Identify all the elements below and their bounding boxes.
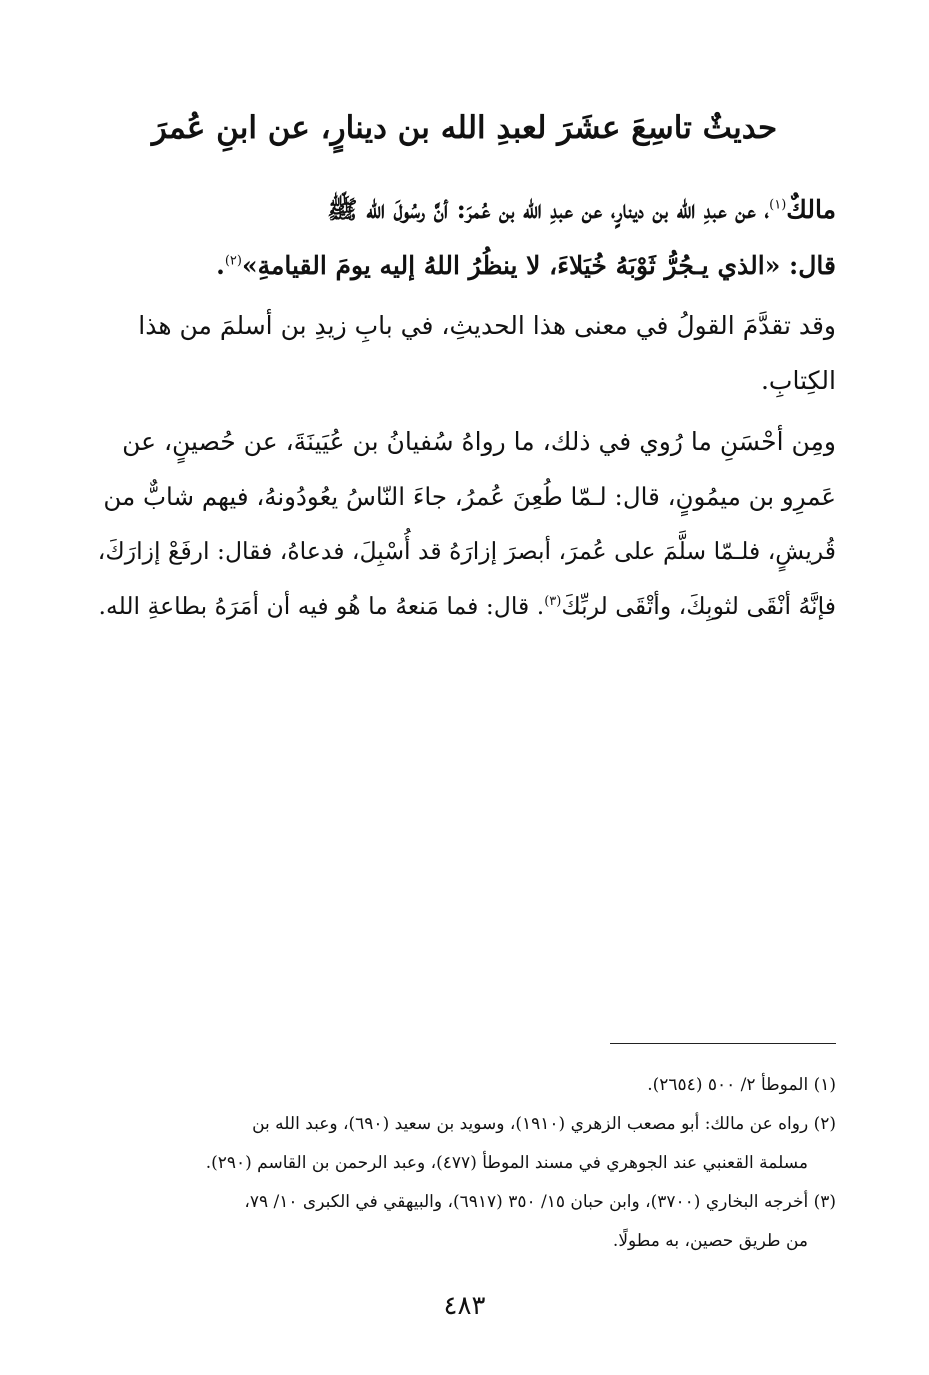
paragraph-2-line-4 (93, 579, 836, 634)
footnote-3-line-2: من طريق حصين، به مطولًا. (612, 1231, 808, 1251)
footnotes-section (93, 1066, 836, 1261)
paragraph-1-line-1: وقد تقدَّمَ القولُ في معنى هذا الحديثِ، في بابِ زيدِ بن أسلمَ من هذا (138, 311, 836, 340)
footnote-marker-2[interactable]: (٢) (224, 253, 242, 269)
hadith-text (93, 182, 836, 294)
hadith-line-2 (93, 238, 836, 294)
commentary-paragraph-1 (93, 298, 836, 408)
paragraph-2-line-2: عَمرِو بن ميمُونٍ، قال: لـمّا طُعِنَ عُمرُ، جاءَ النّاسُ يعُودُونهُ، فيهم شابٌّ من (103, 482, 836, 511)
hadith-line-2-start: قال: «الذي يـجُرُّ ثَوْبَهُ خُيَلاءَ، لا ينظُرُ اللهُ إليه يومَ القيامةِ» (241, 251, 836, 280)
paragraph-1-line-2: الكِتابِ. (760, 366, 836, 395)
hadith-line-1-end: ، عن عبدِ الله بن دينارٍ، عن عبدِ الله بن عُمرَ: أنَّ رسُولَ الله ﷺ (327, 195, 770, 224)
hadith-line-1-start: مالكٌ (786, 195, 836, 224)
hadith-line-2-end: . (216, 251, 225, 280)
commentary-paragraph-2 (93, 414, 836, 634)
footnote-separator (610, 1043, 836, 1044)
page-number: ٤٨٣ (443, 1291, 486, 1321)
paragraph-2-line-3: قُريشٍ، فلـمّا سلَّمَ على عُمرَ، أبصرَ إزارَهُ قد أُسْبِلَ، فدعاهُ، فقال: ارفَعْ إزارَكَ، (97, 537, 836, 565)
footnote-marker-1[interactable]: (١) (769, 197, 787, 213)
footnote-2-line-1: (٢) رواه عن مالك: أبو مصعب الزهري (١٩١٠)، وسويد بن سعيد (٦٩٠)، وعبد الله بن (252, 1114, 836, 1134)
footnote-3-line-1: (٣) أخرجه البخاري (٣٧٠٠)، وابن حبان ١٥/ ٣٥٠ (٦٩١٧)، والبيهقي في الكبرى ١٠/ ٧٩، (244, 1192, 836, 1212)
hadith-line-1 (93, 182, 836, 238)
footnote-1: (١) الموطأ ٢/ ٥٠٠ (٢٦٥٤). (647, 1075, 836, 1095)
paragraph-2-line-4-start: فإنَّهُ أنْقَى لثوبِكَ، وأتْقَى لربِّكَ (561, 592, 836, 620)
chapter-heading: حديثٌ تاسِعَ عشَرَ لعبدِ الله بن دينارٍ، عن ابنِ عُمرَ (151, 110, 778, 146)
footnote-marker-3[interactable]: (٣) (544, 594, 562, 610)
footnote-2-line-2: مسلمة القعنبي عند الجوهري في مسند الموطأ (٤٧٧)، وعبد الرحمن بن القاسم (٢٩٠). (205, 1153, 808, 1173)
paragraph-2-line-4-end: . قال: فما مَنعهُ ما هُو فيه أن أمَرَهُ بطاعةِ الله. (98, 592, 545, 620)
paragraph-2-line-1: ومِن أحْسَنِ ما رُوي في ذلك، ما رواهُ سُفيانُ بن عُيَينَةَ، عن حُصينٍ، عن (122, 427, 836, 456)
